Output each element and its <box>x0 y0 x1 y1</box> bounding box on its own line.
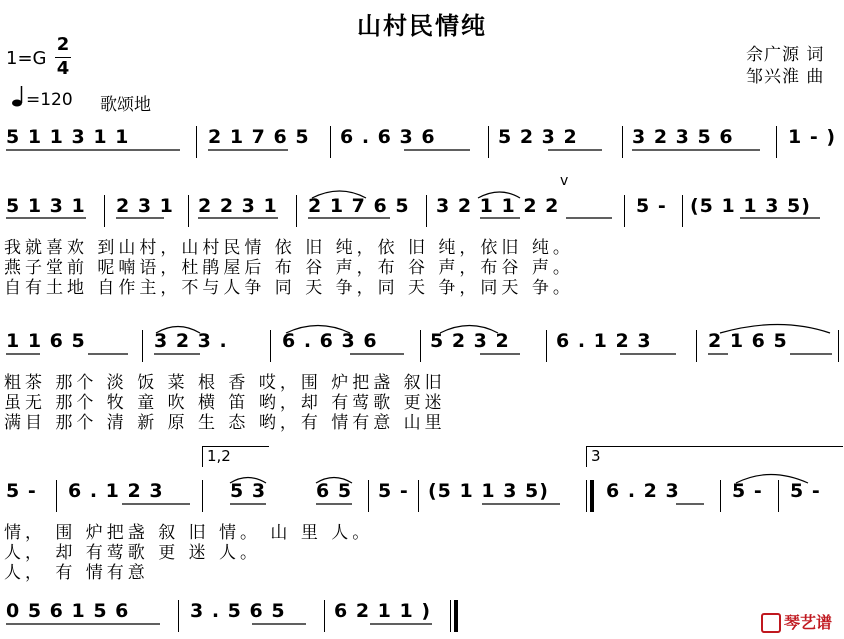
logo-mark-icon <box>761 613 781 633</box>
barline <box>426 195 427 227</box>
measure: 6 . 1 2 3 <box>556 330 652 352</box>
song-title: 山村民情纯 <box>357 12 487 40</box>
measure: 6 . 6 3 6 <box>282 330 378 352</box>
repeat-barline <box>586 480 587 512</box>
barline <box>368 480 369 512</box>
measure: 5 2 3 2 <box>430 330 510 352</box>
time-signature-top: 2 <box>56 34 70 55</box>
barline <box>682 195 683 227</box>
barline <box>776 126 777 158</box>
barline <box>56 480 57 512</box>
key-signature: 1=G <box>6 48 47 69</box>
measure: 3 2 1 1 2 2 <box>436 195 560 217</box>
composer-credit: 邹兴淮 曲 <box>746 67 825 87</box>
measure: 0 5 6 1 5 6 <box>6 600 130 622</box>
measure: 2 1 7 6 5 <box>208 126 310 148</box>
barline <box>104 195 105 227</box>
measure: 6 . 1 2 3 <box>68 480 164 502</box>
final-barline <box>450 600 451 632</box>
measure: 5 - <box>378 480 409 502</box>
time-signature-bottom: 4 <box>56 58 70 79</box>
measure: 2 1 6 5 <box>708 330 788 352</box>
barline <box>196 126 197 158</box>
volta-first-ending: 1,2 <box>202 446 269 467</box>
expression-marking: 歌颂地 <box>100 95 151 115</box>
lyric-line-3: 满目 那个 清 新 原 生 态 哟，有 情有意 山里 <box>4 413 446 433</box>
tempo-marking: =120 <box>26 90 73 110</box>
barline <box>624 195 625 227</box>
measure: 5 1 3 1 <box>6 195 86 217</box>
measure: 2 2 3 1 <box>198 195 278 217</box>
lyric-line-1: 粗茶 那个 淡 饭 菜 根 香 哎，围 炉把盏 叙旧 <box>4 373 446 393</box>
measure: (5 1 1 3 5) <box>428 480 549 502</box>
measure: 1 - ) <box>788 126 837 148</box>
measure: 6 . 2 3 <box>606 480 680 502</box>
barline <box>324 600 325 632</box>
measure: 3 2 3 5 6 <box>632 126 734 148</box>
barline <box>178 600 179 632</box>
measure: 2 1 7 6 5 <box>308 195 410 217</box>
measure: 5 - <box>732 480 763 502</box>
lyricist-credit: 佘广源 词 <box>746 45 825 65</box>
measure: 6 . 6 3 6 <box>340 126 436 148</box>
measure: 6 2 1 1 ) <box>334 600 432 622</box>
measure: 5 3 <box>230 480 267 502</box>
barline <box>720 480 721 512</box>
barline <box>296 195 297 227</box>
measure: 5 - <box>636 195 667 217</box>
breath-mark: v <box>560 173 569 189</box>
barline <box>142 330 143 362</box>
repeat-barline-thick <box>590 480 594 512</box>
measure: 5 - <box>6 480 37 502</box>
lyric-line-2: 人， 却 有莺歌 更 迷 人。 <box>4 543 262 563</box>
barline <box>838 330 839 362</box>
lyric-line-1: 情， 围 炉把盏 叙 旧 情。 山 里 人。 <box>4 523 374 543</box>
measure: 5 - <box>790 480 821 502</box>
barline <box>270 330 271 362</box>
barline <box>696 330 697 362</box>
measure: 3 . 5 6 5 <box>190 600 286 622</box>
barline <box>488 126 489 158</box>
barline <box>420 330 421 362</box>
measure: 1 1 6 5 <box>6 330 86 352</box>
barline <box>622 126 623 158</box>
measure: 5 1 1 3 1 1 <box>6 126 130 148</box>
volta-second-ending: 3 <box>586 446 843 467</box>
lyric-line-1: 我就喜欢 到山村，山村民情 依 旧 纯，依 旧 纯，依旧 纯。 <box>4 238 574 258</box>
lyric-line-3: 自有土地 自作主，不与人争 同 天 争，同 天 争，同天 争。 <box>4 278 574 298</box>
barline <box>418 480 419 512</box>
measure: 2 3 1 <box>116 195 174 217</box>
barline <box>202 480 203 512</box>
measure: (5 1 1 3 5) <box>690 195 811 217</box>
measure: 3 2 3 . <box>154 330 228 352</box>
lyric-line-2: 燕子堂前 呢喃语，杜鹃屋后 布 谷 声，布 谷 声，布谷 声。 <box>4 258 574 278</box>
lyric-line-2: 虽无 那个 牧 童 吹 横 笛 哟，却 有莺歌 更迷 <box>4 393 446 413</box>
barline <box>778 480 779 512</box>
barline <box>188 195 189 227</box>
barline <box>546 330 547 362</box>
measure: 5 2 3 2 <box>498 126 578 148</box>
measure: 6 5 <box>316 480 353 502</box>
quarter-note-icon <box>12 84 26 112</box>
watermark-logo: 琴艺谱 <box>761 610 832 634</box>
final-barline-thick <box>454 600 458 632</box>
lyric-line-3: 人， 有 情有意 <box>4 563 149 583</box>
barline <box>330 126 331 158</box>
